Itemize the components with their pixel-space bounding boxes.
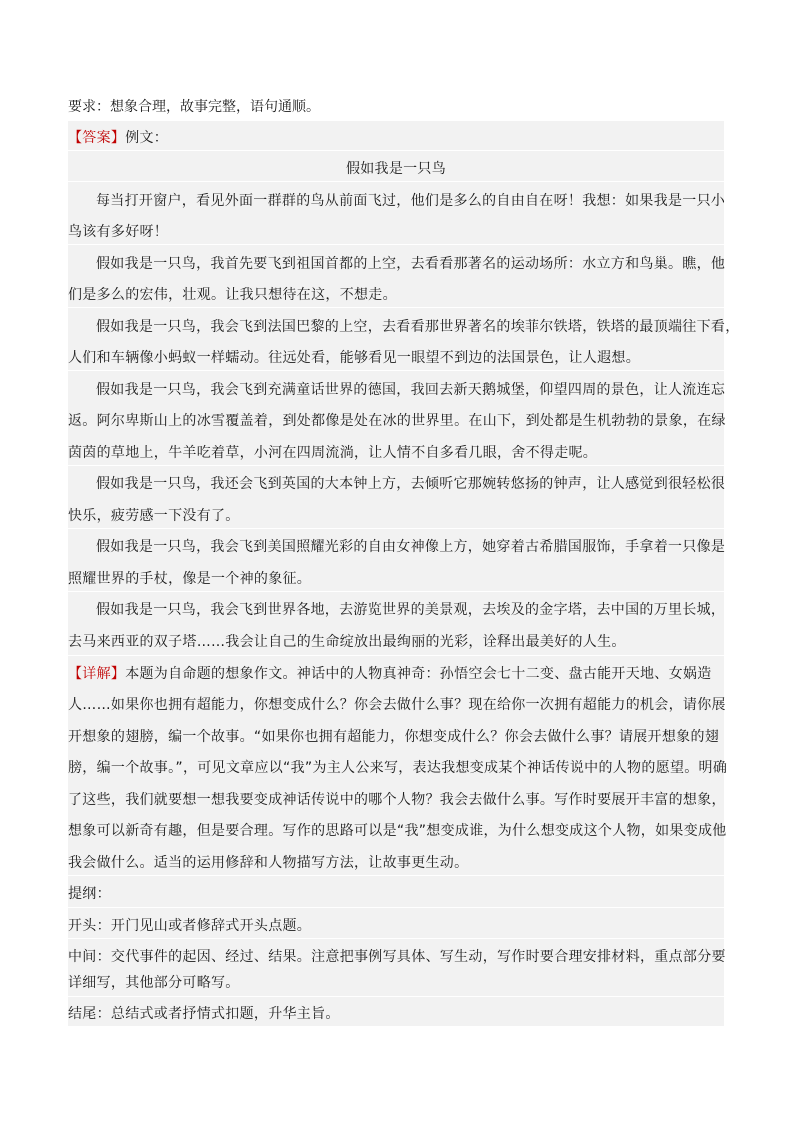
row-divider xyxy=(68,528,724,529)
row-divider xyxy=(68,591,724,592)
requirement-text: 要求：想象合理，故事完整，语句通顺。 xyxy=(68,99,320,115)
outline-opening: 开头：开门见山或者修辞式开头点题。 xyxy=(68,918,312,934)
essay-line: 返。阿尔卑斯山上的冰雪覆盖着，到处都像是处在冰的世界里。在山下，到处都是生机勃勃的景象，在绿 xyxy=(68,413,726,429)
answer-tag-suffix: 例文： xyxy=(125,130,169,146)
row-divider xyxy=(68,655,724,656)
outline-middle-line: 中间：交代事件的起因、经过、结果。注意把事例写具体、写生动，写作时要合理安排材料，重点部分要 xyxy=(68,949,726,965)
essay-line: 们是多么的宏伟，壮观。让我只想待在这，不想走。 xyxy=(68,287,397,303)
explain-line: 开想象的翅膀，编一个故事。“如果你也拥有超能力，你想变成什么？你会去做什么事？请展开想象的翅 xyxy=(68,729,720,745)
answer-header xyxy=(68,127,724,149)
explain-line: 人……如果你也拥有超能力，你想变成什么？你会去做什么事？现在给你一次拥有超能力的机会，请你展 xyxy=(68,697,726,713)
explain-tag: 【详解】 xyxy=(68,666,126,682)
outline-middle-line: 详细写，其他部分可略写。 xyxy=(68,975,240,991)
explain-line: 膀，编一个故事。”，可见文章应以“我”为主人公来写，表达我想变成某个神话传说中的人物的愿望。明确 xyxy=(68,760,728,776)
essay-line: 人们和车辆像小蚂蚁一样蠕动。往远处看，能够看见一眼望不到边的法国景色，让人遐想。 xyxy=(68,350,640,366)
essay-line: 去马来西亚的双子塔……我会让自己的生命绽放出最绚丽的光彩，诠释出最美好的人生。 xyxy=(68,634,626,650)
row-divider xyxy=(68,996,724,997)
outline-title: 提纲： xyxy=(68,886,111,902)
row-divider xyxy=(68,907,724,908)
row-divider xyxy=(68,244,724,245)
row-divider xyxy=(68,307,724,308)
essay-line: 假如我是一只鸟，我还会飞到英国的大本钟上方，去倾听它那婉转悠扬的钟声，让人感觉到很轻松很 xyxy=(96,476,726,492)
answer-tag: 【答案】 xyxy=(68,130,126,146)
essay-line: 每当打开窗户，看见外面一群群的鸟从前面飞过，他们是多么的自由自在呀！我想：如果我是一只小 xyxy=(96,193,726,209)
row-divider xyxy=(68,875,724,876)
essay-line: 照耀世界的手杖，像是一个神的象征。 xyxy=(68,571,312,587)
essay-line: 快乐，疲劳感一下没有了。 xyxy=(68,508,240,524)
row-divider xyxy=(68,370,724,371)
outline-ending: 结尾：总结式或者抒情式扣题，升华主旨。 xyxy=(68,1006,340,1022)
row-divider xyxy=(68,181,724,182)
essay-line: 假如我是一只鸟，我会飞到充满童话世界的德国，我回去新天鹅城堡，仰望四周的景色，让人流连忘 xyxy=(96,382,726,398)
essay-line: 假如我是一只鸟，我会飞到世界各地，去游览世界的美景观，去埃及的金字塔，去中国的万里长城， xyxy=(96,602,726,618)
essay-line: 假如我是一只鸟，我首先要飞到祖国首都的上空，去看看那著名的运动场所：水立方和鸟巢。瞧，他 xyxy=(96,256,726,272)
essay-line: 假如我是一只鸟，我会飞到法国巴黎的上空，去看看那世界著名的埃菲尔铁塔，铁塔的最顶端往下看， xyxy=(96,319,740,335)
essay-line: 茵茵的草地上，牛羊吃着草，小河在四周流淌，让人情不自多看几眼，舍不得走呢。 xyxy=(68,445,598,461)
explain-line: 想象可以新奇有趣，但是要合理。写作的思路可以是“我”想变成谁，为什么想变成这个人物，如果变成他 xyxy=(68,823,727,839)
essay-line: 鸟该有多好呀！ xyxy=(68,224,169,240)
explain-line: 了这些，我们就要想一想我要变成神话传说中的哪个人物？我会去做什么事。写作时要展开丰富的想象， xyxy=(68,792,726,808)
explain-first-text: 本题为自命题的想象作文。神话中的人物真神奇：孙悟空会七十二变、盘古能开天地、女娲造 xyxy=(125,666,712,682)
explain-first-line xyxy=(68,663,724,685)
essay-title: 假如我是一只鸟 xyxy=(345,161,447,177)
row-divider xyxy=(68,465,724,466)
row-divider xyxy=(68,150,724,151)
explain-line: 我会做什么。适当的运用修辞和人物描写方法，让故事更生动。 xyxy=(68,855,469,871)
essay-line: 假如我是一只鸟，我会飞到美国照耀光彩的自由女神像上方，她穿着古希腊国服饰，手拿着一只像是 xyxy=(96,539,726,555)
row-divider xyxy=(68,938,724,939)
